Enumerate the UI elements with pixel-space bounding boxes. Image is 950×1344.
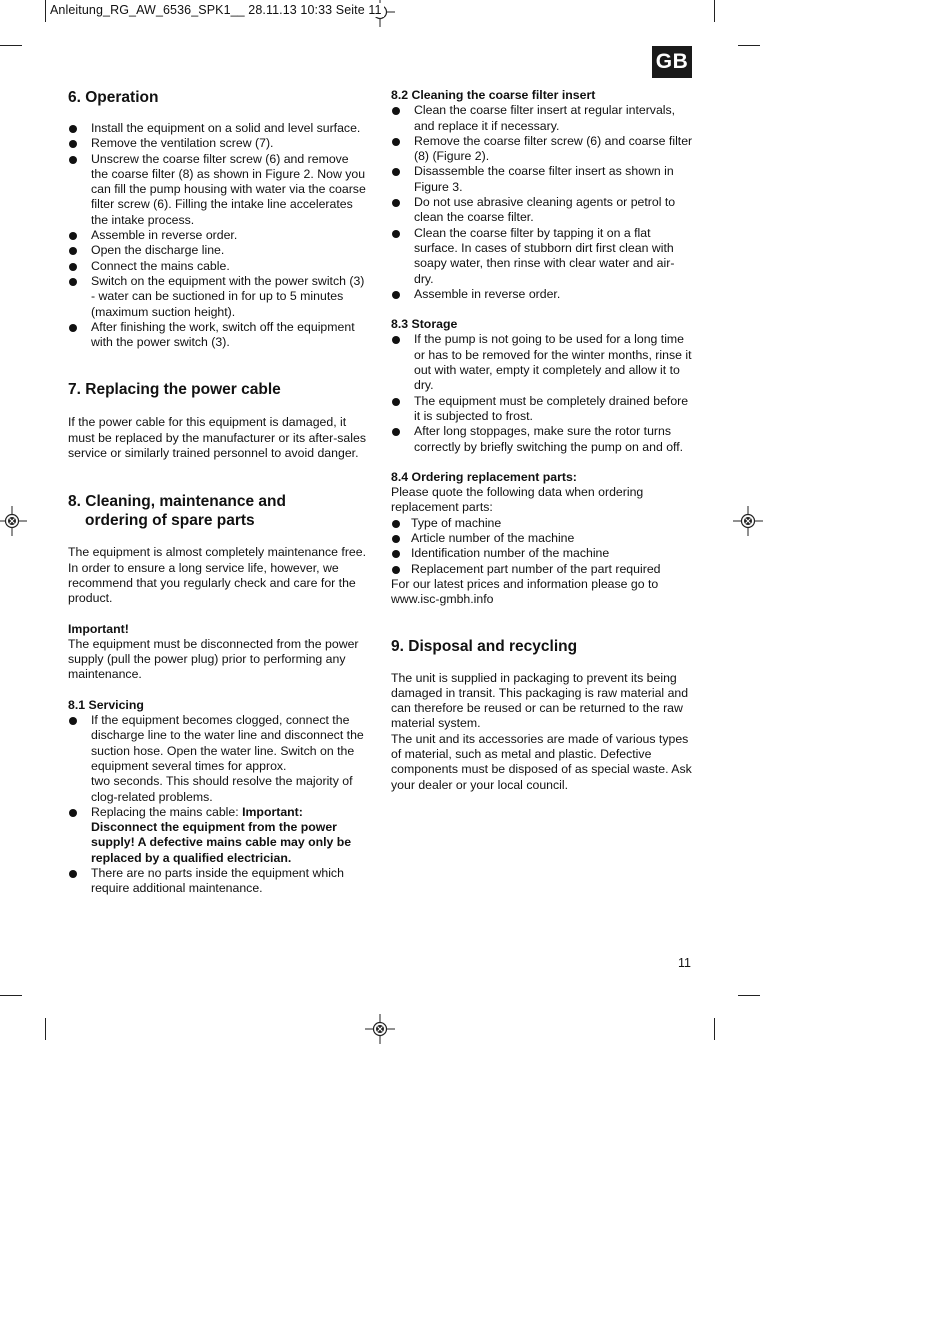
bullet-icon [392, 520, 400, 528]
bullet-icon [392, 291, 400, 299]
disposal-paragraph-2: The unit and its accessories are made of various types of material, such as metal and plastic. Defective components must be disposed of as special waste. Ask your dealer or your local council. [391, 731, 692, 792]
crop-mark [0, 45, 22, 46]
ordering-heading: 8.4 Ordering replacement parts: [391, 469, 577, 484]
language-badge: GB [652, 46, 692, 78]
section-title: Cleaning, maintenance and [85, 493, 286, 511]
list-item: If the equipment becomes clogged, connect the discharge line to the water line and disconnect the suction hose. Open the water line. Switch on the equipment several times for approx. two seconds. This should resolve the majority of clog-related problems. [68, 713, 368, 805]
servicing-list [68, 713, 368, 897]
section-title: Disposal and recycling [408, 637, 578, 655]
section-title: Operation [85, 89, 159, 106]
list-item: There are no parts inside the equipment which require additional maintenance. [68, 866, 368, 897]
list-item: Assemble in reverse order. [391, 287, 693, 302]
list-item: Type of machine [391, 516, 693, 531]
bullet-icon [392, 168, 400, 176]
ordering-list [391, 516, 693, 577]
bullet-icon [69, 809, 77, 817]
bullet-icon [69, 232, 77, 240]
section-8-heading [68, 492, 368, 530]
ordering-outro: For our latest prices and information please go to www.isc-gmbh.info [391, 576, 659, 607]
list-item: Do not use abrasive cleaning agents or petrol to clean the coarse filter. [391, 195, 693, 226]
list-item: Assemble in reverse order. [68, 228, 368, 243]
crop-mark [45, 1018, 46, 1040]
section-title-cont: ordering of spare parts [85, 512, 255, 530]
servicing-heading: 8.1 Servicing [68, 697, 144, 712]
coarse-filter-list [391, 103, 693, 302]
left-column [68, 88, 368, 897]
list-item: Connect the mains cable. [68, 259, 368, 274]
crop-mark [0, 995, 22, 996]
bullet-icon [69, 870, 77, 878]
bullet-icon [392, 398, 400, 406]
list-item: Remove the coarse filter screw (6) and coarse filter (8) (Figure 2). [391, 134, 693, 165]
list-item: If the pump is not going to be used for a long time or has to be removed for the winter months, rinse it out with water, empty it completely and allow it to dry. [391, 332, 693, 393]
power-cable-text: If the power cable for this equipment is damaged, it must be replaced by the manufacturer or its after-sales service or similarly trained personnel to avoid danger. [68, 415, 366, 461]
list-item: Install the equipment on a solid and level surface. [68, 121, 368, 136]
disposal-paragraph-1: The unit is supplied in packaging to prevent its being damaged in transit. This packaging is raw material and can therefore be reused or can be returned to the raw material system. [391, 670, 689, 731]
bullet-icon [69, 140, 77, 148]
bullet-icon [392, 535, 400, 543]
list-item: Replacement part number of the part required [391, 562, 693, 577]
bullet-icon [69, 717, 77, 725]
list-item: Clean the coarse filter by tapping it on a flat surface. In cases of stubborn dirt first clean with soapy water, then rinse with clear water and air-dry. [391, 226, 693, 287]
storage-list [391, 332, 693, 454]
bullet-icon [69, 247, 77, 255]
bullet-icon [69, 278, 77, 286]
bullet-icon [69, 156, 77, 164]
right-column [391, 88, 693, 793]
crop-mark [738, 995, 760, 996]
bullet-icon [392, 566, 400, 574]
list-item: Identification number of the machine [391, 546, 693, 561]
registration-mark-icon [0, 506, 27, 536]
maintenance-intro: The equipment is almost completely maintenance free. In order to ensure a long service life, however, we recommend that you regularly check and care for the product. [68, 545, 367, 606]
ordering-intro: Please quote the following data when ordering replacement parts: [391, 485, 644, 515]
bullet-icon [392, 199, 400, 207]
section-9-heading [391, 637, 693, 656]
section-7-heading [68, 380, 368, 399]
bullet-icon [392, 336, 400, 344]
list-item: Disassemble the coarse filter insert as shown in Figure 3. [391, 164, 693, 195]
bullet-icon [392, 107, 400, 115]
bullet-icon [392, 428, 400, 436]
bullet-icon [392, 550, 400, 558]
bullet-icon [69, 324, 77, 332]
list-item: Replacing the mains cable: Important: Disconnect the equipment from the power supply! A defective mains cable may only be replaced by a qualified electrician. [68, 805, 368, 866]
section-title: Replacing the power cable [85, 381, 281, 399]
crop-mark [45, 0, 46, 22]
list-item: Switch on the equipment with the power switch (3) - water can be suctioned in for up to 5 minutes (maximum suction height). [68, 274, 368, 320]
crop-mark [738, 45, 760, 46]
section-number: 6. [68, 89, 81, 106]
storage-heading: 8.3 Storage [391, 317, 458, 332]
list-item: Unscrew the coarse filter screw (6) and remove the coarse filter (8) as shown in Figure 2. Now you can fill the pump housing with water via the coarse filter screw (6). Filling the intake line accelerates the intake process. [68, 152, 368, 228]
section-6-heading [68, 88, 368, 107]
important-text: The equipment must be disconnected from the power supply (pull the power plug) prior to performing any maintenance. [68, 636, 359, 682]
list-item: Clean the coarse filter insert at regular intervals, and replace it if necessary. [391, 103, 693, 134]
page-number: 11 [678, 956, 691, 970]
important-label: Important! [68, 621, 129, 636]
operation-list [68, 121, 368, 350]
registration-mark-icon [733, 506, 763, 536]
list-item: After finishing the work, switch off the equipment with the power switch (3). [68, 320, 368, 351]
list-item: The equipment must be completely drained before it is subjected to frost. [391, 394, 693, 425]
list-item: Open the discharge line. [68, 243, 368, 258]
coarse-filter-heading: 8.2 Cleaning the coarse filter insert [391, 88, 596, 102]
list-item: Article number of the machine [391, 531, 693, 546]
crop-mark [714, 1018, 715, 1040]
print-slug: Anleitung_RG_AW_6536_SPK1__ 28.11.13 10:33 Seite 11 [50, 3, 382, 17]
section-number: 7. [68, 381, 81, 399]
section-number: 8. [68, 493, 81, 511]
crop-mark [714, 0, 715, 22]
bullet-icon [392, 138, 400, 146]
section-number: 9. [391, 637, 404, 655]
bullet-icon [69, 263, 77, 271]
list-item: After long stoppages, make sure the rotor turns correctly by briefly switching the pump on and off. [391, 424, 693, 455]
registration-mark-icon [365, 1014, 395, 1044]
bullet-icon [69, 125, 77, 133]
list-item: Remove the ventilation screw (7). [68, 136, 368, 151]
bullet-icon [392, 230, 400, 238]
